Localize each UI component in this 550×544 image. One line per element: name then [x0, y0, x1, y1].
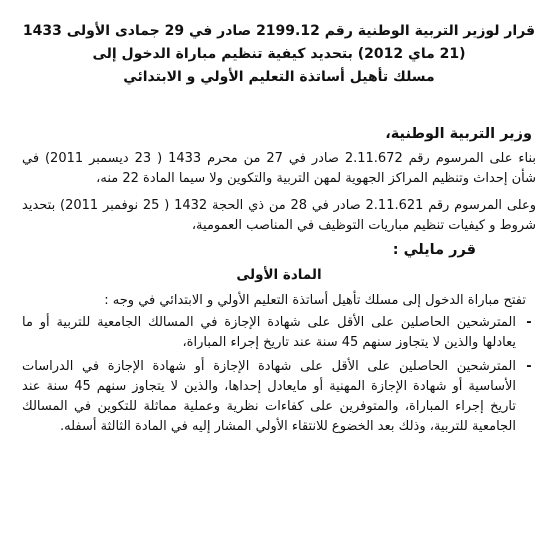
- title-line-3: مسلك تأهيل أساتذة التعليم الأولي و الابتدائي: [123, 69, 435, 85]
- title-line-2: (21 ماي 2012) بتحديد كيفية تنظيم مباراة الدخول إلى: [92, 46, 466, 62]
- decree-title: [22, 0, 536, 88]
- minister-heading: وزير التربية الوطنية،: [385, 126, 532, 142]
- bullet-dash: -: [526, 359, 532, 374]
- paragraph-decree-2: وعلى المرسوم رقم 2.11.621 صادر في 28 من ذي الحجة 1432 ( 25 نوفمبر 2011) بتحديد شروط و كيفيات تنظيم مباريات التوظيف في المناصب العمومية،: [22, 198, 536, 233]
- title-line-1: قرار لوزير التربية الوطنية رقم 2199.12 صادر في 29 جمادى الأولى 1433: [22, 23, 536, 39]
- paragraph-decree-1: بناء على المرسوم رقم 2.11.672 صادر في 27 من محرم 1433 ( 23 ديسمبر 2011) في شأن إحداث وتنظيم المراكز الجهوية لمهن التربية والتكوين ولا سيما المادة 22 منه،: [22, 151, 536, 186]
- article-intro: تفتح مباراة الدخول إلى مسلك تأهيل أساتذة التعليم الأولي و الابتدائي في وجه :: [104, 293, 526, 308]
- decided-heading: قرر مايلي :: [392, 242, 476, 258]
- list-item: [22, 357, 536, 437]
- article-title: المادة الأولى: [236, 267, 322, 283]
- eligibility-list: [22, 313, 536, 437]
- list-item: [22, 313, 536, 353]
- bullet-dash: -: [526, 315, 532, 330]
- list-item-text: المترشحين الحاصلين على الأقل على شهادة الإجازة أو شهادة الإجازة في الدراسات الأساسية أو شهادة الإجازة المهنية أو مايعادل إحداها، والذين لا يتجاوز سنهم 45 سنة عند تاريخ إجراء المباراة، والمتوفرين على كفاءات نظرية وعملية مماثلة للتكوين في المسالك الجامعية للتربية، وذلك بعد الخضوع للانتقاء الأولي المشار إليه في المادة الثالثة أسفله.: [22, 359, 516, 434]
- list-item-text: المترشحين الحاصلين على الأقل على شهادة الإجازة في المسالك الجامعية للتربية أو ما يعادلها والذين لا يتجاوز سنهم 45 سنة عند تاريخ إجراء المباراة،: [22, 315, 516, 350]
